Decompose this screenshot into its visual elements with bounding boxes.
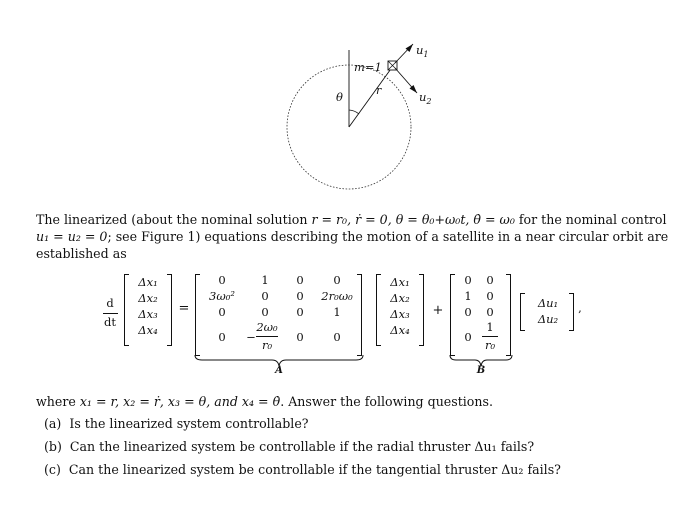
matrix-a-label: A bbox=[275, 365, 283, 376]
angle-label: θ bbox=[336, 90, 343, 104]
matrix-a-cell: 1 bbox=[261, 273, 269, 287]
matrix-a-cell: 0 bbox=[296, 305, 304, 319]
state-vector-entry: Δx₄ bbox=[138, 323, 158, 337]
mass-label: m=1 bbox=[354, 60, 382, 74]
matrix-b-bracket-right bbox=[506, 274, 511, 356]
derivative-denominator: dt bbox=[104, 315, 116, 329]
intro-line-1: The linearized (about the nominal solution r = r₀, ṙ = 0, θ = θ₀+ω₀t, θ̇ = ω₀ for the nominal control bbox=[36, 212, 667, 227]
matrix-a-cell: 0 bbox=[296, 330, 304, 344]
matrix-a-cell: 0 bbox=[333, 273, 341, 287]
radius-label: r bbox=[376, 84, 382, 97]
matrix-b-fraction-denominator: r₀ bbox=[484, 338, 496, 352]
derivative-fraction-bar bbox=[103, 313, 118, 314]
matrix-b-cell: 0 bbox=[486, 305, 494, 319]
state-vector-entry: Δx₁ bbox=[138, 275, 158, 289]
matrix-b-cell: 0 bbox=[486, 289, 494, 303]
matrix-b-bracket-left bbox=[450, 274, 455, 356]
matrix-a-fraction-numerator: 2ω₀ bbox=[256, 320, 278, 334]
state-vector-2-entry: Δx₃ bbox=[390, 307, 410, 321]
plus-sign: + bbox=[432, 303, 444, 318]
question-a bbox=[44, 415, 309, 432]
matrix-b-label: B bbox=[476, 365, 486, 376]
matrix-a-cell: 0 bbox=[261, 305, 269, 319]
input-vector-bracket-right bbox=[569, 293, 574, 331]
question-text: Can the linearized system be controllable if the radial thruster Δu₁ fails? bbox=[69, 439, 535, 454]
matrix-b-fraction-numerator: 1 bbox=[486, 320, 494, 334]
question-c bbox=[44, 461, 561, 478]
matrix-a-cell: 1 bbox=[333, 305, 341, 319]
matrix-a-fraction-sign: − bbox=[246, 330, 256, 344]
intro-line-2: u₁ = u₂ = 0; see Figure 1) equations describing the motion of a satellite in a near circular orbit are bbox=[36, 229, 669, 244]
matrix-b-cell: 0 bbox=[464, 305, 472, 319]
nominal-solution-math: r = r₀, ṙ = 0, θ = θ₀+ω₀t, θ̇ = ω₀ bbox=[311, 212, 515, 227]
u2-label: $u_2$ bbox=[419, 90, 432, 106]
equals-sign: = bbox=[178, 301, 190, 316]
question-tag: (c) bbox=[44, 462, 61, 477]
matrix-a-cell: 0 bbox=[296, 273, 304, 287]
matrix-b-cell: 1 bbox=[464, 289, 472, 303]
matrix-a-fraction-denominator: r₀ bbox=[261, 338, 273, 352]
input-vector-entry: Δu₁ bbox=[537, 296, 559, 310]
matrix-b-fraction-bar bbox=[482, 336, 498, 337]
matrix-a-cell: 3ω₀² bbox=[209, 289, 235, 303]
state-vector-2-bracket-left bbox=[376, 274, 381, 346]
intro-line-3: established as bbox=[36, 246, 127, 261]
state-vector-bracket-right bbox=[167, 274, 172, 346]
state-vector-bracket-left bbox=[124, 274, 129, 346]
where-line: where x₁ = r, x₂ = ṙ, x₃ = θ, and x₄ = θ̇. Answer the following questions. bbox=[36, 394, 493, 409]
matrix-a-bracket-right bbox=[357, 274, 362, 356]
matrix-a-cell: 0 bbox=[218, 330, 226, 344]
input-vector-entry: Δu₂ bbox=[537, 312, 559, 326]
state-definition-math: x₁ = r, x₂ = ṙ, x₃ = θ, and x₄ = θ̇ bbox=[79, 394, 281, 409]
matrix-b-cell: 0 bbox=[464, 273, 472, 287]
question-b bbox=[44, 438, 534, 455]
question-text: Can the linearized system be controllable if the tangential thruster Δu₂ fails? bbox=[68, 462, 561, 477]
state-vector-entry: Δx₃ bbox=[138, 307, 158, 321]
nominal-control-math: u₁ = u₂ = 0 bbox=[36, 229, 108, 244]
matrix-a-fraction-bar bbox=[256, 336, 278, 337]
question-tag: (b) bbox=[44, 439, 62, 454]
matrix-a-cell: 0 bbox=[218, 305, 226, 319]
u1-label: $u_1$ bbox=[416, 43, 429, 59]
matrix-b-cell: 0 bbox=[464, 330, 472, 344]
state-vector-2-bracket-right bbox=[419, 274, 424, 346]
equation-comma: , bbox=[578, 301, 582, 315]
question-tag: (a) bbox=[44, 416, 62, 431]
question-text: Is the linearized system controllable? bbox=[69, 416, 309, 431]
matrix-a-cell: 0 bbox=[261, 289, 269, 303]
matrix-a-bracket-left bbox=[195, 274, 200, 356]
derivative-numerator: d bbox=[106, 296, 114, 310]
state-vector-entry: Δx₂ bbox=[138, 291, 158, 305]
state-vector-2-entry: Δx₂ bbox=[390, 291, 410, 305]
matrix-a-cell: 0 bbox=[218, 273, 226, 287]
matrix-a-cell: 0 bbox=[333, 330, 341, 344]
matrix-a-cell: 0 bbox=[296, 289, 304, 303]
state-vector-2-entry: Δx₁ bbox=[390, 275, 410, 289]
matrix-a-cell: 2r₀ω₀ bbox=[321, 289, 353, 303]
state-vector-2-entry: Δx₄ bbox=[390, 323, 410, 337]
input-vector-bracket-left bbox=[520, 293, 525, 331]
matrix-b-cell: 0 bbox=[486, 273, 494, 287]
